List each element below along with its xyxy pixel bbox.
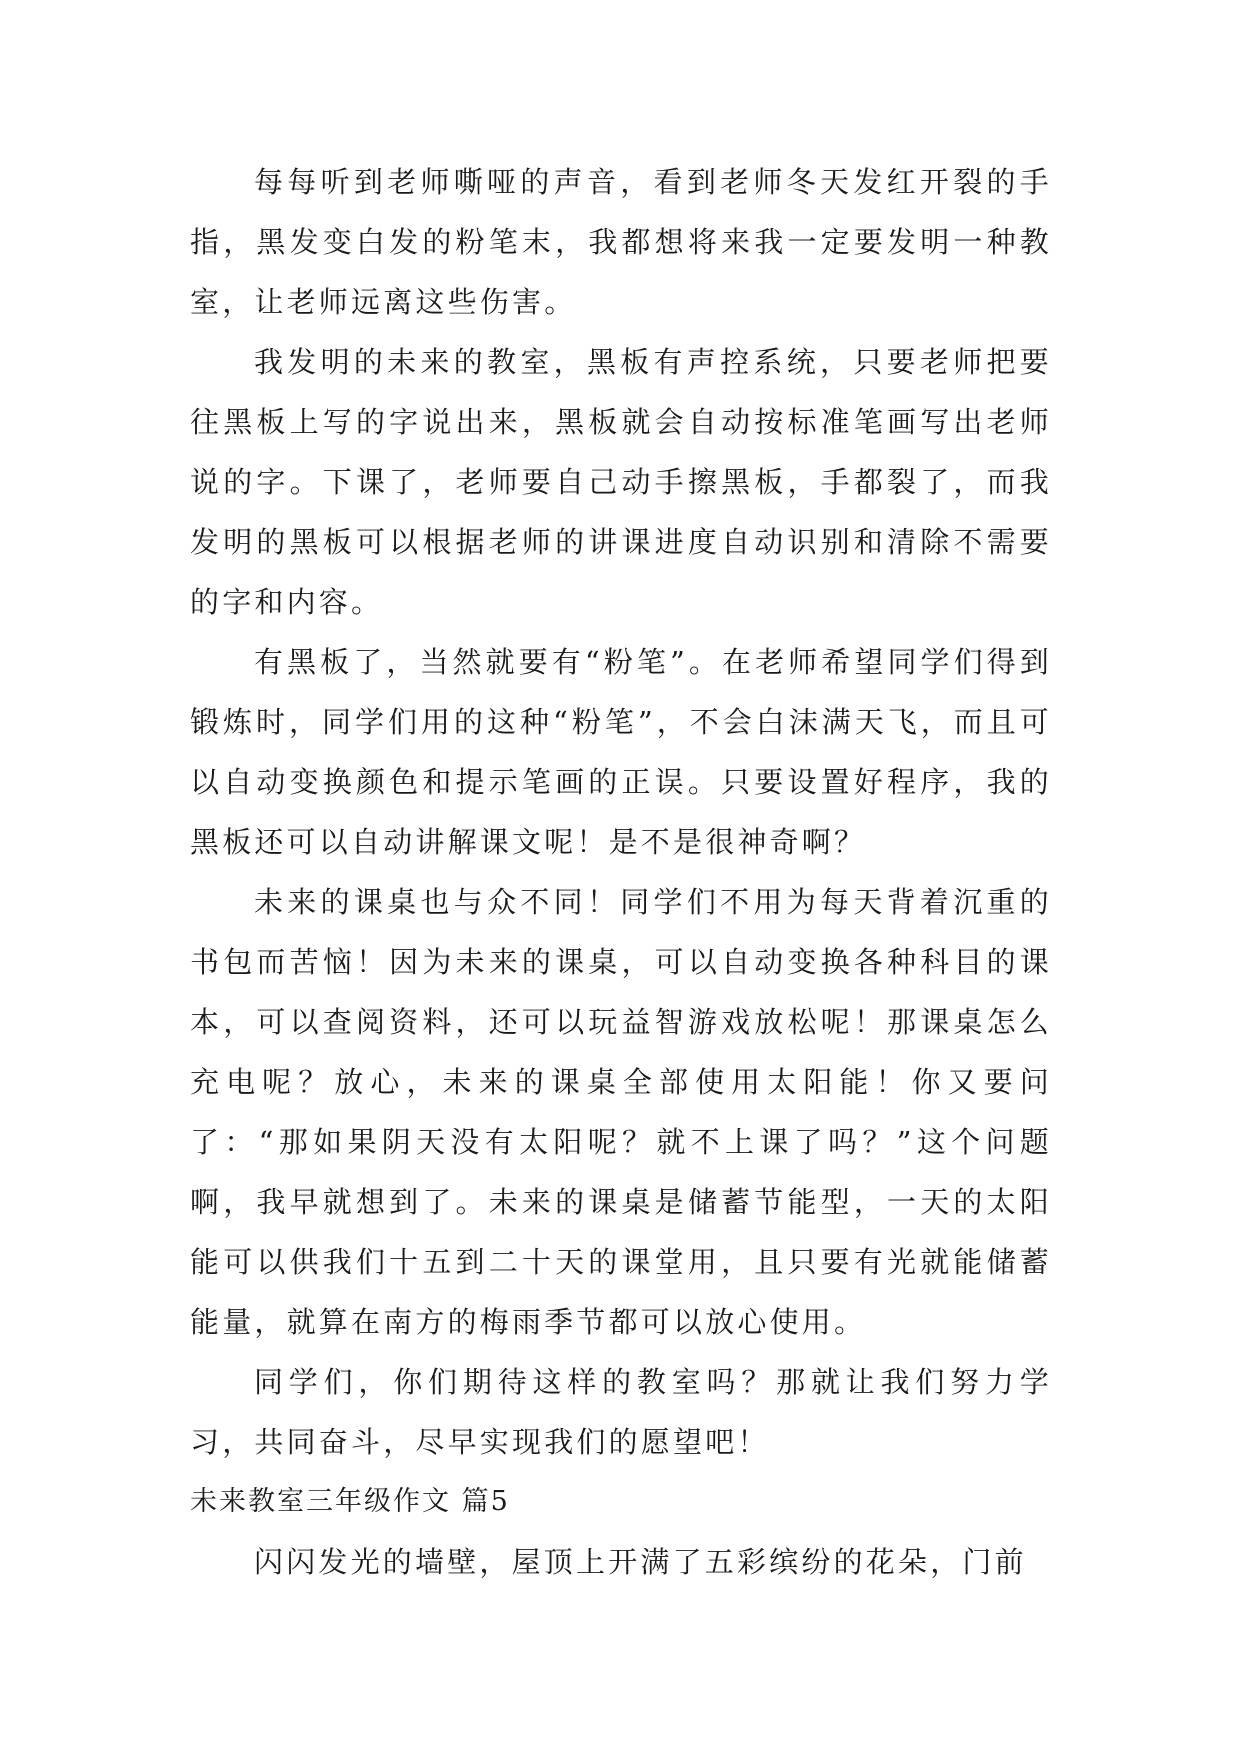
section-heading: 未来教室三年级作文 篇5 xyxy=(190,1486,510,1517)
paragraph-3: 有黑板了，当然就要有“粉笔”。在老师希望同学们得到锻炼时，同学们用的这种“粉笔”，不会白沫满天飞，而且可以自动变换颜色和提示笔画的正误。只要设置好程序，我的黑板还可以自动讲解课文呢！是不是很神奇啊？ xyxy=(190,645,1052,859)
paragraph-2: 我发明的未来的教室，黑板有声控系统，只要老师把要往黑板上写的字说出来，黑板就会自动按标准笔画写出老师说的字。下课了，老师要自己动手擦黑板，手都裂了，而我发明的黑板可以根据老师的讲课进度自动识别和清除不需要的字和内容。 xyxy=(190,345,1052,619)
document-body xyxy=(190,152,1052,1592)
paragraph-4: 未来的课桌也与众不同！同学们不用为每天背着沉重的书包而苦恼！因为未来的课桌，可以自动变换各种科目的课本，可以查阅资料，还可以玩益智游戏放松呢！那课桌怎么充电呢？放心，未来的课桌全部使用太阳能！你又要问了：“那如果阴天没有太阳呢？就不上课了吗？”这个问题啊，我早就想到了。未来的课桌是储蓄节能型，一天的太阳能可以供我们十五到二十天的课堂用，且只要有光就能储蓄能量，就算在南方的梅雨季节都可以放心使用。 xyxy=(190,885,1052,1339)
paragraph-5: 同学们，你们期待这样的教室吗？那就让我们努力学习，共同奋斗，尽早实现我们的愿望吧！ xyxy=(190,1365,1052,1459)
paragraph-6: 闪闪发光的墙壁，屋顶上开满了五彩缤纷的花朵，门前 xyxy=(254,1545,1027,1579)
paragraph-1: 每每听到老师嘶哑的声音，看到老师冬天发红开裂的手指，黑发变白发的粉笔末，我都想将来我一定要发明一种教室，让老师远离这些伤害。 xyxy=(190,165,1052,319)
